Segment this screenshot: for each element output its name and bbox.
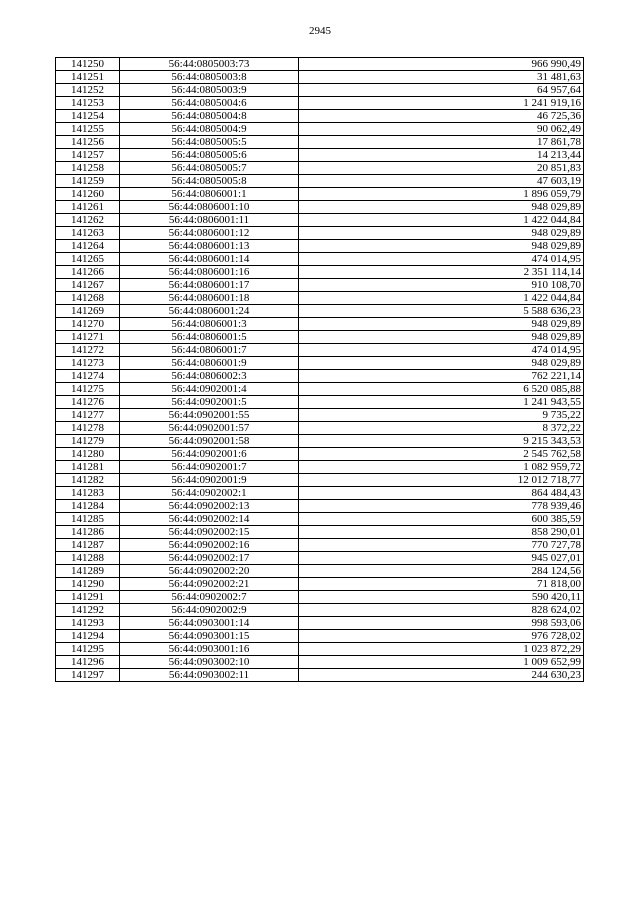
row-number-cell: 141285	[56, 513, 120, 526]
cadastral-number-cell: 56:44:0806001:9	[120, 357, 299, 370]
cadastral-value-cell: 1 241 943,55	[299, 396, 584, 409]
cadastral-number-cell: 56:44:0806001:7	[120, 344, 299, 357]
cadastral-value-cell: 948 029,89	[299, 318, 584, 331]
row-number-cell: 141258	[56, 162, 120, 175]
cadastral-number-cell: 56:44:0902002:1	[120, 487, 299, 500]
cadastral-value-cell: 8 372,22	[299, 422, 584, 435]
cadastral-value-cell: 948 029,89	[299, 227, 584, 240]
cadastral-number-cell: 56:44:0902002:16	[120, 539, 299, 552]
cadastral-value-cell: 244 630,23	[299, 669, 584, 682]
row-number-cell: 141270	[56, 318, 120, 331]
cadastral-value-cell: 945 027,01	[299, 552, 584, 565]
row-number-cell: 141291	[56, 591, 120, 604]
row-number-cell: 141275	[56, 383, 120, 396]
table-row	[56, 97, 584, 110]
cadastral-value-cell: 948 029,89	[299, 240, 584, 253]
row-number-cell: 141295	[56, 643, 120, 656]
cadastral-number-cell: 56:44:0805005:6	[120, 149, 299, 162]
row-number-cell: 141259	[56, 175, 120, 188]
table-row	[56, 383, 584, 396]
row-number-cell: 141274	[56, 370, 120, 383]
cadastral-number-cell: 56:44:0805005:5	[120, 136, 299, 149]
cadastral-number-cell: 56:44:0806001:16	[120, 266, 299, 279]
cadastral-value-cell: 5 588 636,23	[299, 305, 584, 318]
table-row	[56, 630, 584, 643]
table-row	[56, 396, 584, 409]
cadastral-value-cell: 858 290,01	[299, 526, 584, 539]
table-row	[56, 84, 584, 97]
table-row	[56, 500, 584, 513]
table-row	[56, 448, 584, 461]
table-row	[56, 123, 584, 136]
cadastral-value-cell: 474 014,95	[299, 344, 584, 357]
table-row	[56, 253, 584, 266]
row-number-cell: 141286	[56, 526, 120, 539]
cadastral-number-cell: 56:44:0902002:15	[120, 526, 299, 539]
cadastral-number-cell: 56:44:0805004:8	[120, 110, 299, 123]
row-number-cell: 141296	[56, 656, 120, 669]
row-number-cell: 141276	[56, 396, 120, 409]
cadastral-number-cell: 56:44:0806001:10	[120, 201, 299, 214]
table-row	[56, 604, 584, 617]
table-row	[56, 318, 584, 331]
table-row	[56, 526, 584, 539]
row-number-cell: 141264	[56, 240, 120, 253]
cadastral-value-table	[55, 57, 584, 682]
row-number-cell: 141269	[56, 305, 120, 318]
table-row	[56, 71, 584, 84]
table-row	[56, 461, 584, 474]
table-row	[56, 552, 584, 565]
table-row	[56, 357, 584, 370]
row-number-cell: 141288	[56, 552, 120, 565]
row-number-cell: 141266	[56, 266, 120, 279]
table-row	[56, 149, 584, 162]
row-number-cell: 141279	[56, 435, 120, 448]
cadastral-number-cell: 56:44:0902001:58	[120, 435, 299, 448]
row-number-cell: 141257	[56, 149, 120, 162]
cadastral-number-cell: 56:44:0806001:1	[120, 188, 299, 201]
table-row	[56, 474, 584, 487]
row-number-cell: 141297	[56, 669, 120, 682]
cadastral-value-cell: 1 023 872,29	[299, 643, 584, 656]
cadastral-value-cell: 284 124,56	[299, 565, 584, 578]
table-row	[56, 292, 584, 305]
table-row	[56, 344, 584, 357]
cadastral-number-cell: 56:44:0805004:6	[120, 97, 299, 110]
cadastral-value-cell: 2 545 762,58	[299, 448, 584, 461]
table-row	[56, 136, 584, 149]
cadastral-value-cell: 9 215 343,53	[299, 435, 584, 448]
row-number-cell: 141260	[56, 188, 120, 201]
page-number: 2945	[309, 25, 331, 37]
table-row	[56, 409, 584, 422]
row-number-cell: 141287	[56, 539, 120, 552]
row-number-cell: 141282	[56, 474, 120, 487]
cadastral-number-cell: 56:44:0806001:3	[120, 318, 299, 331]
row-number-cell: 141289	[56, 565, 120, 578]
cadastral-number-cell: 56:44:0806001:11	[120, 214, 299, 227]
table-row	[56, 591, 584, 604]
cadastral-value-cell: 17 861,78	[299, 136, 584, 149]
row-number-cell: 141254	[56, 110, 120, 123]
row-number-cell: 141263	[56, 227, 120, 240]
row-number-cell: 141283	[56, 487, 120, 500]
table-row	[56, 305, 584, 318]
row-number-cell: 141277	[56, 409, 120, 422]
cadastral-number-cell: 56:44:0902002:14	[120, 513, 299, 526]
table-row	[56, 58, 584, 71]
row-number-cell: 141268	[56, 292, 120, 305]
cadastral-value-cell: 31 481,63	[299, 71, 584, 84]
row-number-cell: 141251	[56, 71, 120, 84]
cadastral-value-cell: 1 422 044,84	[299, 214, 584, 227]
table-row	[56, 175, 584, 188]
cadastral-value-cell: 910 108,70	[299, 279, 584, 292]
cadastral-value-cell: 46 725,36	[299, 110, 584, 123]
cadastral-value-cell: 12 012 718,77	[299, 474, 584, 487]
cadastral-number-cell: 56:44:0902002:20	[120, 565, 299, 578]
row-number-cell: 141255	[56, 123, 120, 136]
cadastral-number-cell: 56:44:0806001:14	[120, 253, 299, 266]
row-number-cell: 141262	[56, 214, 120, 227]
cadastral-value-cell: 948 029,89	[299, 357, 584, 370]
table-row	[56, 669, 584, 682]
table-row	[56, 578, 584, 591]
row-number-cell: 141284	[56, 500, 120, 513]
row-number-cell: 141294	[56, 630, 120, 643]
table-row	[56, 227, 584, 240]
cadastral-value-cell: 1 896 059,79	[299, 188, 584, 201]
cadastral-number-cell: 56:44:0902001:57	[120, 422, 299, 435]
cadastral-value-cell: 9 735,22	[299, 409, 584, 422]
table-row	[56, 487, 584, 500]
cadastral-value-cell: 948 029,89	[299, 201, 584, 214]
cadastral-value-cell: 90 062,49	[299, 123, 584, 136]
row-number-cell: 141272	[56, 344, 120, 357]
table-row	[56, 110, 584, 123]
cadastral-value-cell: 14 213,44	[299, 149, 584, 162]
row-number-cell: 141290	[56, 578, 120, 591]
table-row	[56, 435, 584, 448]
cadastral-value-cell: 20 851,83	[299, 162, 584, 175]
cadastral-number-cell: 56:44:0806001:12	[120, 227, 299, 240]
table-row	[56, 643, 584, 656]
cadastral-value-cell: 1 009 652,99	[299, 656, 584, 669]
row-number-cell: 141256	[56, 136, 120, 149]
cadastral-number-cell: 56:44:0902001:7	[120, 461, 299, 474]
cadastral-number-cell: 56:44:0902001:55	[120, 409, 299, 422]
table-row	[56, 188, 584, 201]
table-row	[56, 617, 584, 630]
row-number-cell: 141273	[56, 357, 120, 370]
cadastral-number-cell: 56:44:0806001:24	[120, 305, 299, 318]
cadastral-number-cell: 56:44:0902002:7	[120, 591, 299, 604]
row-number-cell: 141280	[56, 448, 120, 461]
cadastral-number-cell: 56:44:0806001:13	[120, 240, 299, 253]
cadastral-value-cell: 864 484,43	[299, 487, 584, 500]
table-row	[56, 201, 584, 214]
cadastral-value-cell: 474 014,95	[299, 253, 584, 266]
cadastral-number-cell: 56:44:0902001:4	[120, 383, 299, 396]
table-row	[56, 539, 584, 552]
row-number-cell: 141292	[56, 604, 120, 617]
cadastral-number-cell: 56:44:0805003:9	[120, 84, 299, 97]
cadastral-number-cell: 56:44:0902002:17	[120, 552, 299, 565]
cadastral-value-cell: 762 221,14	[299, 370, 584, 383]
table-row	[56, 422, 584, 435]
row-number-cell: 141278	[56, 422, 120, 435]
cadastral-value-cell: 828 624,02	[299, 604, 584, 617]
table-row	[56, 331, 584, 344]
cadastral-value-cell: 64 957,64	[299, 84, 584, 97]
cadastral-number-cell: 56:44:0903002:10	[120, 656, 299, 669]
cadastral-number-cell: 56:44:0805004:9	[120, 123, 299, 136]
row-number-cell: 141281	[56, 461, 120, 474]
table-row	[56, 240, 584, 253]
cadastral-number-cell: 56:44:0806002:3	[120, 370, 299, 383]
row-number-cell: 141252	[56, 84, 120, 97]
table-row	[56, 565, 584, 578]
cadastral-value-cell: 976 728,02	[299, 630, 584, 643]
cadastral-value-cell: 1 082 959,72	[299, 461, 584, 474]
cadastral-number-cell: 56:44:0805003:8	[120, 71, 299, 84]
cadastral-number-cell: 56:44:0902002:21	[120, 578, 299, 591]
cadastral-number-cell: 56:44:0902002:9	[120, 604, 299, 617]
cadastral-number-cell: 56:44:0806001:18	[120, 292, 299, 305]
cadastral-value-cell: 770 727,78	[299, 539, 584, 552]
cadastral-number-cell: 56:44:0902002:13	[120, 500, 299, 513]
table-row	[56, 162, 584, 175]
table-row	[56, 370, 584, 383]
row-number-cell: 141253	[56, 97, 120, 110]
row-number-cell: 141265	[56, 253, 120, 266]
cadastral-number-cell: 56:44:0806001:17	[120, 279, 299, 292]
cadastral-value-cell: 590 420,11	[299, 591, 584, 604]
cadastral-number-cell: 56:44:0805005:8	[120, 175, 299, 188]
cadastral-number-cell: 56:44:0805005:7	[120, 162, 299, 175]
cadastral-number-cell: 56:44:0902001:5	[120, 396, 299, 409]
cadastral-value-cell: 600 385,59	[299, 513, 584, 526]
table-body	[56, 58, 584, 682]
table-row	[56, 266, 584, 279]
row-number-cell: 141293	[56, 617, 120, 630]
cadastral-value-cell: 1 422 044,84	[299, 292, 584, 305]
cadastral-value-cell: 778 939,46	[299, 500, 584, 513]
table-row	[56, 279, 584, 292]
cadastral-number-cell: 56:44:0903001:15	[120, 630, 299, 643]
cadastral-value-cell: 6 520 085,88	[299, 383, 584, 396]
cadastral-number-cell: 56:44:0903002:11	[120, 669, 299, 682]
row-number-cell: 141271	[56, 331, 120, 344]
cadastral-number-cell: 56:44:0902001:6	[120, 448, 299, 461]
cadastral-value-cell: 47 603,19	[299, 175, 584, 188]
table-row	[56, 656, 584, 669]
row-number-cell: 141261	[56, 201, 120, 214]
table-row	[56, 513, 584, 526]
row-number-cell: 141250	[56, 58, 120, 71]
cadastral-number-cell: 56:44:0902001:9	[120, 474, 299, 487]
cadastral-value-cell: 1 241 919,16	[299, 97, 584, 110]
cadastral-number-cell: 56:44:0903001:14	[120, 617, 299, 630]
cadastral-value-cell: 966 990,49	[299, 58, 584, 71]
cadastral-value-cell: 2 351 114,14	[299, 266, 584, 279]
cadastral-number-cell: 56:44:0903001:16	[120, 643, 299, 656]
cadastral-number-cell: 56:44:0805003:73	[120, 58, 299, 71]
cadastral-number-cell: 56:44:0806001:5	[120, 331, 299, 344]
cadastral-value-cell: 998 593,06	[299, 617, 584, 630]
cadastral-value-cell: 71 818,00	[299, 578, 584, 591]
row-number-cell: 141267	[56, 279, 120, 292]
table-row	[56, 214, 584, 227]
cadastral-value-cell: 948 029,89	[299, 331, 584, 344]
